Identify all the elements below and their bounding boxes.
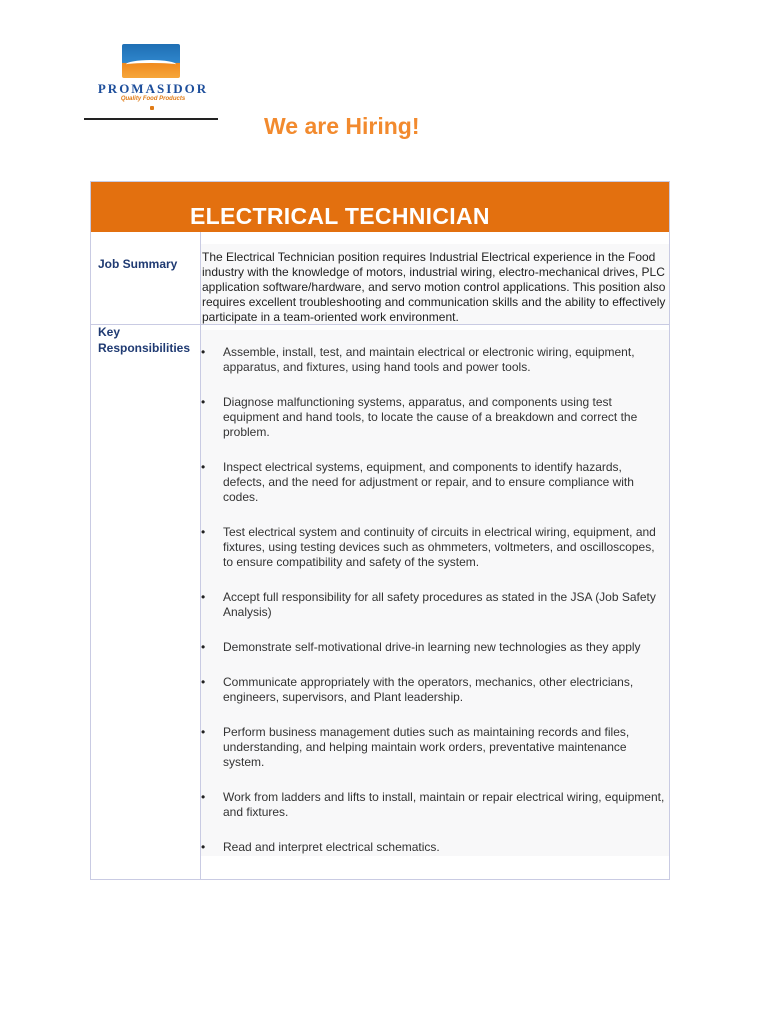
- logo-sun-icon: [122, 44, 180, 78]
- hiring-headline: We are Hiring!: [264, 113, 420, 139]
- bullet-icon: •: [201, 460, 206, 474]
- responsibility-text: Inspect electrical systems, equipment, and components to identify hazards, defects, and the need for adjustment or repair, and to ensure compliance with codes.: [223, 460, 634, 504]
- responsibility-item: [201, 725, 667, 770]
- job-card: [90, 181, 670, 880]
- responsibility-text: Assemble, install, test, and maintain electrical or electronic wiring, equipment, apparatus, and fixtures, using hand tools and power tools.: [223, 345, 635, 374]
- bullet-icon: •: [201, 525, 206, 539]
- responsibilities-label-line1: Key: [98, 325, 121, 339]
- responsibility-item: [201, 840, 667, 855]
- bullet-icon: •: [201, 640, 206, 654]
- responsibilities-list: [201, 345, 667, 875]
- bullet-icon: •: [201, 790, 206, 804]
- responsibility-item: [201, 675, 667, 705]
- responsibility-item: [201, 525, 667, 570]
- responsibility-item: [201, 395, 667, 440]
- responsibility-text: Read and interpret electrical schematics.: [223, 840, 440, 854]
- logo-name: PROMASIDOR: [97, 81, 209, 96]
- bullet-icon: •: [201, 840, 206, 854]
- responsibility-item: [201, 790, 667, 820]
- responsibility-text: Work from ladders and lifts to install, maintain or repair electrical wiring, equipment, and fixtures.: [223, 790, 665, 819]
- responsibility-text: Test electrical system and continuity of circuits in electrical wiring, equipment, and fixtures, using testing devices such as ohmmeters, voltmeters, and oscilloscopes, to ensure compatibility and safety of the system.: [223, 525, 656, 569]
- bullet-icon: •: [201, 725, 206, 739]
- responsibility-text: Perform business management duties such as maintaining records and files, understanding, and helping maintain work orders, preventative maintenance system.: [223, 725, 630, 769]
- responsibility-text: Accept full responsibility for all safety procedures as stated in the JSA (Job Safety Analysis): [223, 590, 656, 619]
- bullet-icon: •: [201, 345, 206, 359]
- responsibility-item: [201, 640, 667, 655]
- logo-divider: [84, 118, 218, 120]
- responsibility-text: Diagnose malfunctioning systems, apparatus, and components using test equipment and hand tools, to locate the cause of a breakdown and correct the problem.: [223, 395, 638, 439]
- job-summary-text: The Electrical Technician position requires Industrial Electrical experience in the Food industry with the knowledge of motors, industrial wiring, electro-mechanical drives, PLC application software/hardware, and servo motion control applications. This position also requires excellent troubleshooting and communication skills and the ability to effectively participate in a team-oriented work environment.: [202, 250, 666, 324]
- responsibility-item: [201, 590, 667, 620]
- bullet-icon: •: [201, 590, 206, 604]
- bullet-icon: •: [201, 395, 206, 409]
- responsibility-item: [201, 345, 667, 375]
- responsibility-text: Demonstrate self-motivational drive-in learning new technologies as they apply: [223, 640, 641, 654]
- promasidor-logo: [84, 44, 220, 122]
- bullet-icon: •: [201, 675, 206, 689]
- job-header: [91, 182, 669, 232]
- logo-dot: [150, 106, 154, 110]
- responsibility-item: [201, 460, 667, 505]
- job-title: ELECTRICAL TECHNICIAN: [190, 203, 490, 229]
- job-summary-label: Job Summary: [98, 257, 178, 271]
- logo-tagline: Quality Food Products: [120, 96, 186, 102]
- responsibilities-label-line2: Responsibilities: [98, 341, 191, 355]
- responsibilities-label: [98, 324, 190, 356]
- responsibility-text: Communicate appropriately with the operators, mechanics, other electricians, engineers, supervisors, and Plant leadership.: [223, 675, 634, 704]
